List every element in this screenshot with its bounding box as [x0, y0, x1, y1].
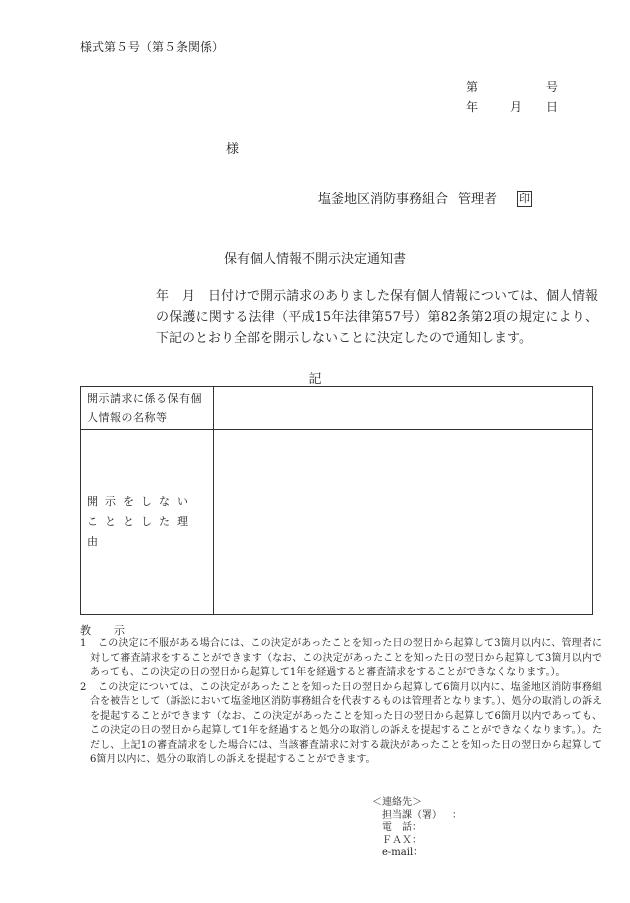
form-number: 様式第５号（第５条関係） — [80, 40, 225, 54]
contact-email: e-mail： — [382, 847, 424, 858]
seal-stamp: 印 — [519, 192, 531, 205]
contact-phone: 電 話： — [382, 822, 422, 833]
date-month: 月 — [510, 100, 523, 114]
contact-block — [372, 797, 462, 860]
body-lead: 年 月 日付けで開示請求のありました保有個人情報については、個人情報の保護に関する法律（平成15年法律第57号）第82条第2項の規定により、下記のとおり全部を開示しないことに決定したので通知します。 — [156, 289, 598, 346]
ki-heading: 記 — [308, 372, 322, 387]
contact-fax: ＦＡＸ： — [382, 834, 422, 846]
date-day: 日 — [546, 100, 559, 114]
contact-header: ＜連絡先＞ — [372, 797, 422, 808]
row2-label: 開示をしないこととした理由 — [81, 430, 214, 615]
sender-organization: 塩釜地区消防事務組合 — [318, 192, 449, 207]
table-row — [81, 430, 593, 615]
body-paragraph — [88, 286, 598, 349]
document-title: 保有個人情報不開示決定通知書 — [223, 252, 406, 267]
record-table — [80, 386, 593, 615]
table-row — [81, 387, 593, 430]
note2-number: 2 — [80, 681, 87, 693]
document-number — [466, 78, 558, 95]
document-number-go: 号 — [546, 80, 559, 94]
instruction-note-1 — [80, 637, 602, 681]
row1-label: 開示請求に係る保有個人情報の名称等 — [81, 387, 214, 430]
instructions-notes — [80, 637, 602, 768]
instructions-title: 教 示 — [80, 624, 131, 637]
note1-text: この決定に不服がある場合には、この決定があったことを知った日の翌日から起算して3箇月以内に、管理者に対して審査請求をすることができます（なお、この決定があったことを知った日の翌日から起算して3箇月以内であっても、この決定の日の翌日から起算して1年を経過すると審査請求をすることができなくなります。）。 — [90, 638, 602, 678]
sender-role: 管理者 — [458, 192, 498, 207]
document-date — [466, 98, 558, 115]
row1-value — [214, 387, 593, 430]
department-separator: ： — [452, 809, 462, 821]
row2-value — [214, 430, 593, 615]
addressee: 様 — [226, 142, 240, 157]
instruction-note-2 — [80, 681, 602, 768]
department-label: 担当課（署） — [382, 809, 442, 821]
note2-text: この決定については、この決定があったことを知った日の翌日から起算して6箇月以内に、塩釜地区消防事務組合を被告として（訴訟において塩釜地区消防事務組合を代表するものは管理者となります。）、処分の取消しの訴えを提起することができます（なお、この決定があったことを知った日の翌日から起算して6箇月以内であっても、この決定の日の翌日から起算して1年を経過すると処分の取消しの訴えを提起することができなくなります。）。ただし、上記1の審査請求をした場合には、当該審査請求に対する裁決があったことを知った日の翌日から起算して6箇月以内に、処分の取消しの訴えを提起することができます。 — [90, 681, 602, 765]
date-year: 年 — [466, 100, 479, 114]
contact-department — [372, 810, 462, 823]
sender — [318, 188, 532, 207]
document-number-dai: 第 — [466, 80, 479, 94]
note1-number: 1 — [80, 638, 87, 649]
